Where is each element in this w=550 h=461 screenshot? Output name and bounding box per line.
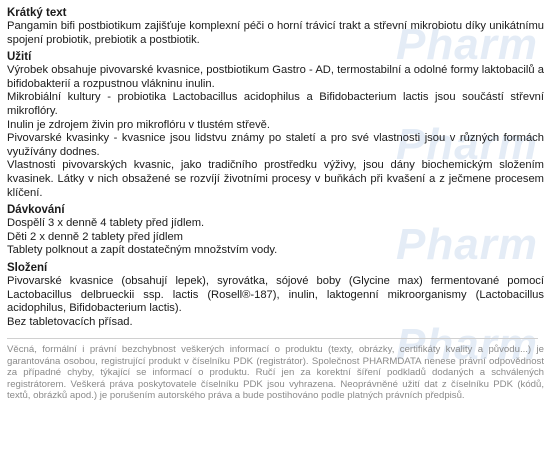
- legal-disclaimer: [7, 344, 544, 401]
- watermark-text-4: Pharm: [396, 320, 538, 369]
- paragraph: Děti 2 x denně 2 tablety před jídlem: [7, 230, 183, 243]
- section-title: Dávkování: [7, 204, 65, 217]
- paragraph: Tablety polknout a zapít dostatečným množstvím vody.: [7, 244, 278, 257]
- paragraph: Bez tabletovacích přísad.: [7, 315, 133, 328]
- paragraph: Pivovarské kvasnice (obsahují lepek), syrovátka, sójové boby (Glycine max) fermentované pomocí Lactobacillus delbrueckii ssp. lactis (Rosell®-187), inulin, laktogenní mikroorganismy (Lactobacillus acidophilus, Bifidobacterium lactis).: [7, 274, 544, 315]
- section-title: Krátký text: [7, 7, 67, 19]
- section-composition: [7, 261, 544, 329]
- watermark-text-2: Pharm: [396, 120, 538, 169]
- section-usage: [7, 50, 544, 200]
- section-title: Užití: [7, 51, 32, 64]
- paragraph: Mikrobiální kultury - probiotika Lactobacillus acidophilus a Bifidobacterium lactis jsou součástí střevní mikroflóry.: [7, 91, 544, 117]
- section-title: Složení: [7, 261, 48, 274]
- paragraph: Vlastnosti pivovarských kvasnic, jako tradičního prostředku výživy, jsou dány biochemickým složením kvasinek. Látky v nich obsažené se rozvíjí životními procesy v buňkách při kvašení a z ječmene procesem klíčení.: [7, 159, 544, 199]
- watermark-text-3: Pharm: [396, 220, 538, 269]
- section-short-text: [7, 6, 544, 47]
- divider: [7, 338, 538, 339]
- paragraph: Pivovarské kvasinky - kvasnice jsou lidstvu známy po staletí a pro své vlastnosti jsou v různých formách využívány dodnes.: [7, 132, 544, 158]
- paragraph: Inulin je zdrojem živin pro mikroflóru v tlustém střevě.: [7, 118, 270, 131]
- paragraph: Pangamin bifi postbiotikum zajišťuje komplexní péči o horní trávicí trakt a střevní mikrobiotu díky unikátnímu spojení probiotik, prebiotik a postbiotik.: [7, 20, 544, 46]
- section-dosage: [7, 203, 544, 258]
- paragraph: Dospělí 3 x denně 4 tablety před jídlem.: [7, 217, 205, 230]
- disclaimer-text: Věcná, formální i právní bezchybnost veškerých informací o produktu (texty, obrázky, certifikáty kvality a původu...) je garantována osobou, registrující produkt v číselníku PDK (registrátor). Společnost PHARMDATA nenese právní odpovědnost za případné chyby, týkající se informací o produktu. Ručí jen za korektní šíření podkladů dodaných a schválených registrátorem. Veškerá práva poskytovatele číselníku PDK jsou vyhrazena. Neoprávněné užití dat z číselníku PDK (kódů, textů, obrázků apod.) je porušením autorského práva a bude postihováno podle platných právních předpisů.: [7, 344, 544, 401]
- watermark-text-1: Pharm: [396, 20, 538, 69]
- paragraph: Výrobek obsahuje pivovarské kvasnice, postbiotikum Gastro - AD, termostabilní a odolné formy laktobacilů a bifidobakterií a rozpustnou vlákninu inulin.: [7, 64, 544, 90]
